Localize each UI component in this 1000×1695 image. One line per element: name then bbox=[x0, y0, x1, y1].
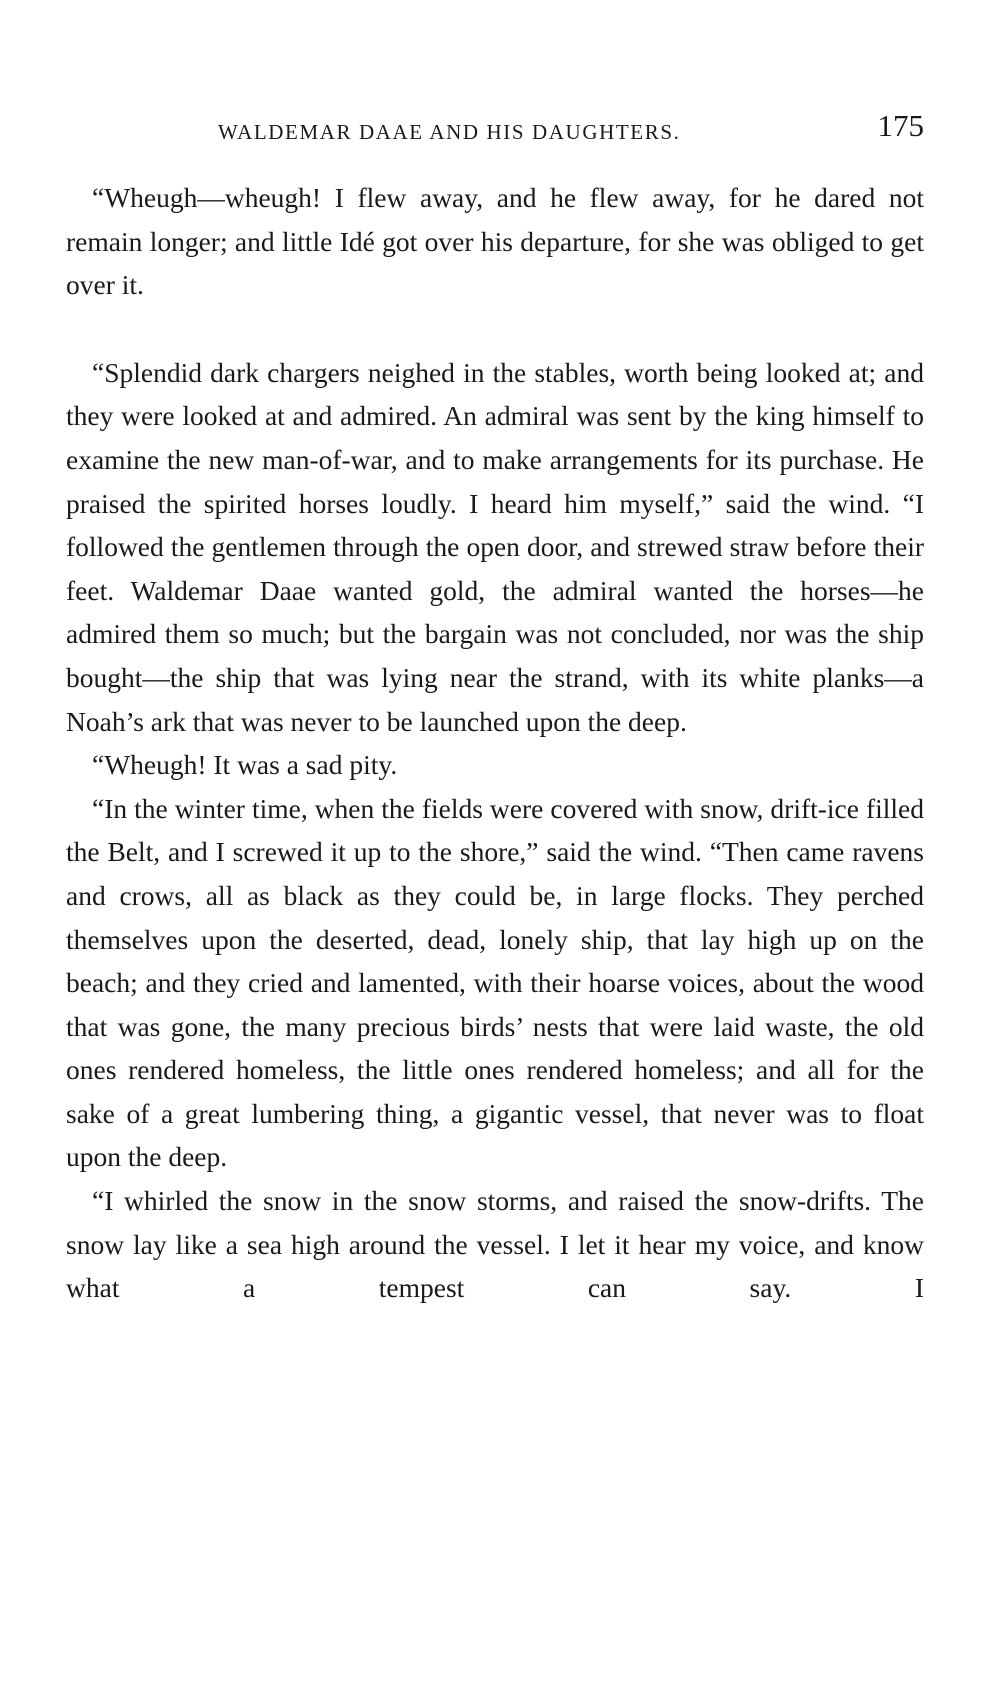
paragraph: “In the winter time, when the fields were covered with snow, drift-ice filled the Belt, and I screwed it up to the shore,” said the wind. “Then came ravens and crows, all as black as they could be, in large flocks. They perched themselves upon the deserted, dead, lonely ship, that lay high up on the beach; and they cried and lamented, with their hoarse voices, about the wood that was gone, the many precious birds’ nests that were laid waste, the old ones rendered homeless, the little ones rendered homeless; and all for the sake of a great lumbering thing, a gigantic vessel, that never was to float upon the deep. bbox=[66, 792, 924, 1173]
paragraph: “Splendid dark chargers neighed in the stables, worth being looked at; and they were looked at and admired. An admiral was sent by the king himself to examine the new man-of-war, and to make arrangements for its purchase. He praised the spirited horses loudly. I heard him myself,” said the wind. “I followed the gentlemen through the open door, and strewed straw before their feet. Waldemar Daae wanted gold, the admiral wanted the horses—he admired them so much; but the bargain was not concluded, nor was the ship bought—the ship that was lying near the strand, with its white planks—a Noah’s ark that was never to be launched upon the deep. bbox=[66, 356, 924, 737]
page-header bbox=[66, 108, 924, 148]
section-break bbox=[66, 307, 924, 351]
page-number: 175 bbox=[877, 108, 924, 143]
running-title: WALDEMAR DAAE AND HIS DAUGHTERS. bbox=[218, 120, 681, 144]
body-text bbox=[66, 176, 924, 1310]
paragraph: “Wheugh—wheugh! I flew away, and he flew away, for he dared not remain longer; and little Idé got over his departure, for she was obliged to get over it. bbox=[66, 182, 924, 301]
paragraph: “Wheugh! It was a sad pity. bbox=[92, 749, 398, 781]
paragraph: “I whirled the snow in the snow storms, and raised the snow-drifts. The snow lay like a sea high around the vessel. I let it hear my voice, and know what a tempest can say. I bbox=[66, 1185, 924, 1304]
